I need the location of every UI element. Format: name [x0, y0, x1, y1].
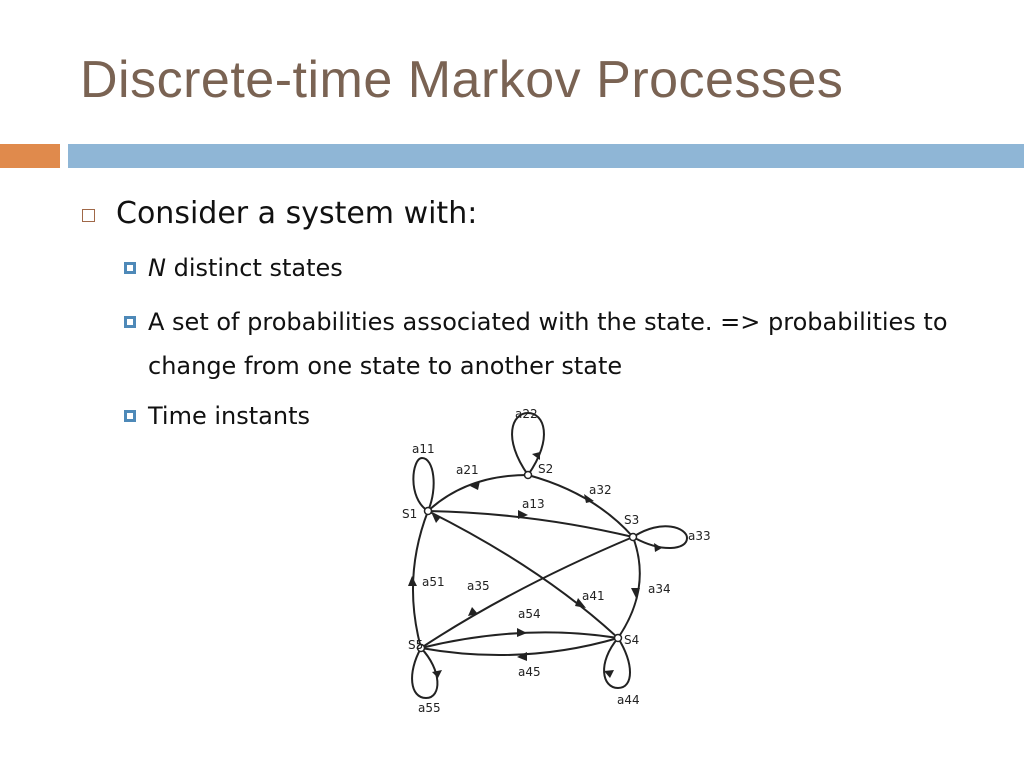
transition-label-a55: a55 [418, 701, 441, 715]
state-label-s3: S3 [624, 513, 640, 527]
loop-a11 [413, 458, 433, 511]
arrowhead [432, 670, 442, 678]
transition-label-a34: a34 [648, 582, 671, 596]
sub-bullet-probabilities [124, 300, 984, 388]
square-bullet-icon [124, 262, 136, 274]
transition-label-a45: a45 [518, 665, 541, 679]
transition-label-a44: a44 [617, 693, 640, 707]
loop-a33 [633, 526, 687, 548]
transition-label-a13: a13 [522, 497, 545, 511]
sub-bullet-text [148, 246, 343, 290]
transition-label-a41: a41 [582, 589, 605, 603]
sub-bullet-rest: distinct states [165, 254, 343, 282]
accent-bar-orange [0, 144, 60, 168]
state-label-s5: S5 [408, 638, 424, 652]
transition-label-a22: a22 [515, 407, 538, 421]
sub-bullet-text: Time instants [148, 402, 310, 430]
state-node-s3 [630, 534, 637, 541]
state-label-s4: S4 [624, 633, 640, 647]
square-bullet-icon [124, 410, 136, 422]
hollow-square-bullet-icon [82, 209, 95, 222]
transition-label-a21: a21 [456, 463, 479, 477]
n-variable: N [148, 254, 166, 282]
slide-title: Discrete-time Markov Processes [80, 51, 844, 109]
arrowhead [532, 452, 540, 460]
transition-label-a35: a35 [467, 579, 490, 593]
arrowhead [517, 652, 527, 661]
transition-label-a11: a11 [412, 442, 435, 456]
bullet-consider [82, 196, 477, 231]
markov-state-diagram [372, 398, 712, 722]
state-label-s2: S2 [538, 462, 554, 476]
state-label-s1: S1 [402, 507, 418, 521]
transition-label-a54: a54 [518, 607, 541, 621]
sub-bullet-states [124, 246, 343, 290]
bullet-text: Consider a system with: [116, 196, 478, 231]
arrowhead [408, 576, 417, 586]
sub-bullet-text: A set of probabilities associated with the state. => probabilities to change from one state to another state [148, 308, 948, 380]
edge-a34 [618, 537, 640, 638]
sub-bullet-time [124, 394, 310, 438]
edge-a13 [428, 511, 633, 537]
state-node-s1 [425, 508, 432, 515]
edge-a21 [428, 475, 528, 511]
state-node-s2 [525, 472, 532, 479]
transition-label-a33: a33 [688, 529, 711, 543]
square-bullet-icon [124, 316, 136, 328]
arrowhead [517, 628, 527, 637]
accent-bar-blue [68, 144, 1024, 168]
transition-label-a51: a51 [422, 575, 445, 589]
state-node-s4 [615, 635, 622, 642]
arrowhead [654, 543, 662, 552]
transition-label-a32: a32 [589, 483, 612, 497]
